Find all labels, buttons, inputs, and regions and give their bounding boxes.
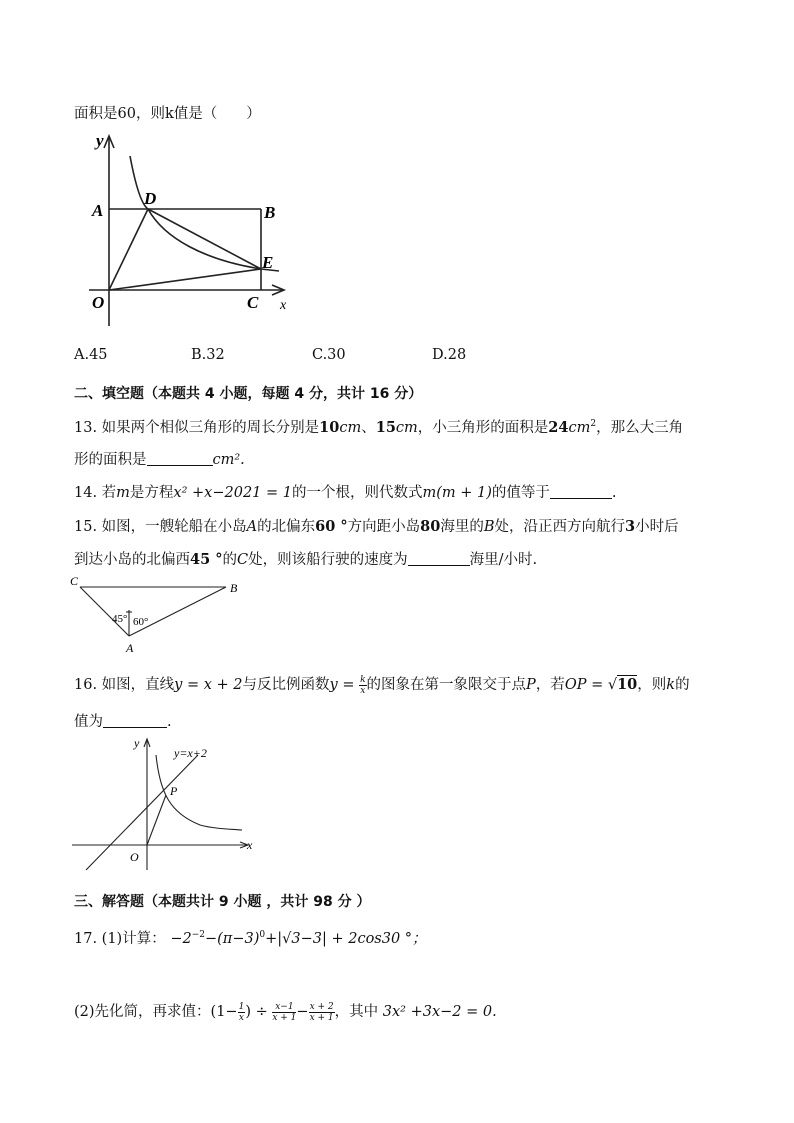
q14-a: 14. 若 [74, 485, 117, 501]
q16-line2 [74, 710, 172, 731]
q17-f1-den: x [238, 1012, 244, 1023]
q15-dist: 80 [420, 518, 441, 535]
label-A: A [92, 201, 104, 220]
q13-u2: cm [395, 420, 418, 436]
q16-label-O: O [130, 850, 139, 864]
q15-text-1a: 15. 如图，一艘轮船在小岛 [74, 519, 247, 535]
q16-frac-k: k [360, 674, 366, 685]
q15-text-2b: 的 [222, 552, 237, 568]
q17-p2-label: (2)先化简，再求值：(1− [74, 1004, 238, 1020]
q16-line-eq: y = x + 2 [174, 677, 243, 693]
q13-line2 [74, 448, 245, 469]
q15-deg1: 60 ° [315, 518, 348, 535]
q17-frac2 [272, 1002, 296, 1023]
q13-u1: cm [339, 420, 362, 436]
q16-text-1c: 的图象在第一象限交于点 [366, 677, 527, 693]
q16-label-y: y [134, 736, 140, 750]
q16-text-1e: ，则 [637, 677, 667, 693]
q15-hours: 3 [624, 518, 636, 535]
q17-f1-num: 1 [238, 1001, 245, 1012]
q14-m: m [116, 485, 130, 501]
q12-option-c: C.30 [312, 347, 346, 363]
q16-line1 [74, 673, 690, 696]
q13-line1 [74, 416, 683, 437]
hyperbola [130, 156, 279, 271]
q17-frac3 [309, 1002, 335, 1023]
q14-c: 的一个根，则代数式 [292, 485, 423, 501]
q15-text-1b: 的北偏东 [257, 519, 316, 535]
q12-option-b: B.32 [191, 347, 225, 363]
q12-option-a: A.45 [74, 347, 108, 363]
q15-line2 [74, 548, 537, 569]
q17-f2-den: x + 1 [272, 1012, 297, 1023]
q12-stem: 面积是60，则k值是（ ） [74, 106, 261, 122]
q17-f2-num: x−1 [272, 1002, 296, 1013]
q17-p2-div: ) ÷ [245, 1004, 268, 1020]
q13-answer-blank[interactable] [147, 451, 213, 466]
line-OD [109, 209, 148, 290]
q15-answer-blank[interactable] [408, 551, 470, 566]
q16-k: k [666, 677, 676, 693]
q15-line1 [74, 515, 679, 536]
q15-figure [66, 574, 256, 656]
q16-text-1b: 与反比例函数 [242, 677, 330, 693]
q15-label-A: A [126, 641, 134, 655]
q13-tail: ，那么大三角 [596, 420, 684, 436]
q16-answer-blank[interactable] [103, 713, 167, 728]
q15-text-2a: 到达小岛的北偏西 [74, 552, 190, 568]
q16-text-1f: 的 [675, 677, 690, 693]
q14 [74, 481, 617, 502]
q16-label-line: y=x+2 [174, 746, 207, 760]
q16-text-1d: ，若 [535, 677, 565, 693]
q15-label-B: B [230, 581, 238, 595]
q17-p1-abs: +|√3−3| + 2cos30 °； [265, 931, 427, 947]
q15-text-1d: 海里的 [440, 519, 484, 535]
q13-line2b: cm². [212, 452, 245, 468]
q16-y: y = [329, 677, 355, 693]
q15-A: A [246, 519, 258, 535]
q17-part2 [74, 1000, 497, 1023]
q13-v2: 15 [375, 419, 396, 436]
q16-P: P [526, 677, 536, 693]
q16-text-2a: 值为 [74, 714, 103, 730]
label-D: D [144, 189, 157, 208]
q16-sqrt-val: 10 [617, 676, 638, 693]
q13-exp: 2 [590, 419, 597, 430]
q17-p1-label: 17. (1)计算： [74, 931, 166, 947]
q13-v1: 10 [319, 419, 340, 436]
q13-u3: cm [568, 420, 591, 436]
line-DE [148, 209, 261, 269]
q14-b: 是方程 [129, 485, 174, 501]
q13-v3: 24 [548, 419, 569, 436]
q17-p2-eq: 3x² +3x−2 = 0. [382, 1004, 497, 1020]
q17-f3-num: x + 2 [309, 1001, 334, 1012]
q14-e: . [611, 485, 617, 501]
q15-text-2c: 处，则该船行驶的速度为 [248, 552, 408, 568]
q14-answer-blank[interactable] [550, 484, 612, 499]
q16-op: OP = [564, 677, 604, 693]
q15-B: B [483, 519, 495, 535]
q12-figure [84, 128, 294, 333]
q15-text-1f: 小时后 [635, 519, 679, 535]
q16-sqrt: √10 [607, 676, 638, 693]
q16-text-2b: . [167, 714, 172, 730]
q16-text-1a: 16. 如图，直线 [74, 677, 175, 693]
label-E: E [262, 253, 274, 272]
q13-prefix: 13. 如果两个相似三角形的周长分别是 [74, 420, 320, 436]
q15-deg2: 45 ° [190, 551, 223, 568]
q13-mid: ，小三角形的面积是 [417, 420, 549, 436]
q16-figure [70, 733, 260, 875]
q16-fraction [359, 675, 366, 696]
q17-p1-expr: −2 [170, 931, 192, 947]
section2-title: 二、填空题（本题共 4 小题，每题 4 分，共计 16 分） [74, 386, 423, 402]
q17-p1-exp: −2 [191, 930, 205, 941]
q15-text-1c: 方向距小岛 [347, 519, 421, 535]
q14-eq: x² +x−2021 = 1 [173, 485, 292, 501]
q17-p1-exp0: 0 [259, 930, 266, 941]
label-C: C [247, 293, 259, 312]
q12-option-d: D.28 [432, 347, 467, 363]
q13-line2a: 形的面积是 [74, 452, 147, 468]
q15-C: C [236, 552, 249, 568]
section3-title: 三、解答题（本题共计 9 小题 ，共计 98 分 ） [74, 894, 371, 910]
q17-f3-den: x + 1 [309, 1012, 334, 1023]
q15-label-60: 60° [133, 616, 149, 628]
q15-label-45: 45° [112, 613, 128, 625]
label-B: B [264, 203, 276, 222]
q14-expr: m(m + 1) [422, 485, 492, 501]
q16-frac-x: x [360, 685, 366, 696]
q17-part1 [74, 927, 427, 948]
q17-p2-where: ，其中 [334, 1004, 379, 1020]
q15-label-C: C [70, 574, 79, 588]
line-OE [109, 269, 261, 290]
label-O: O [92, 293, 105, 312]
q13-sep: 、 [361, 420, 376, 436]
q16-label-x: x [247, 838, 253, 852]
q17-p2-minus: − [296, 1004, 309, 1020]
label-x: x [280, 298, 287, 313]
q14-d: 的值等于 [491, 485, 550, 501]
q15-text-1e: 处，沿正西方向航行 [494, 519, 625, 535]
q15-text-2d: 海里/小时. [469, 552, 538, 568]
q17-p1-rest: −(π−3) [204, 931, 260, 947]
q16-label-P: P [170, 784, 178, 798]
label-y: y [96, 131, 104, 150]
